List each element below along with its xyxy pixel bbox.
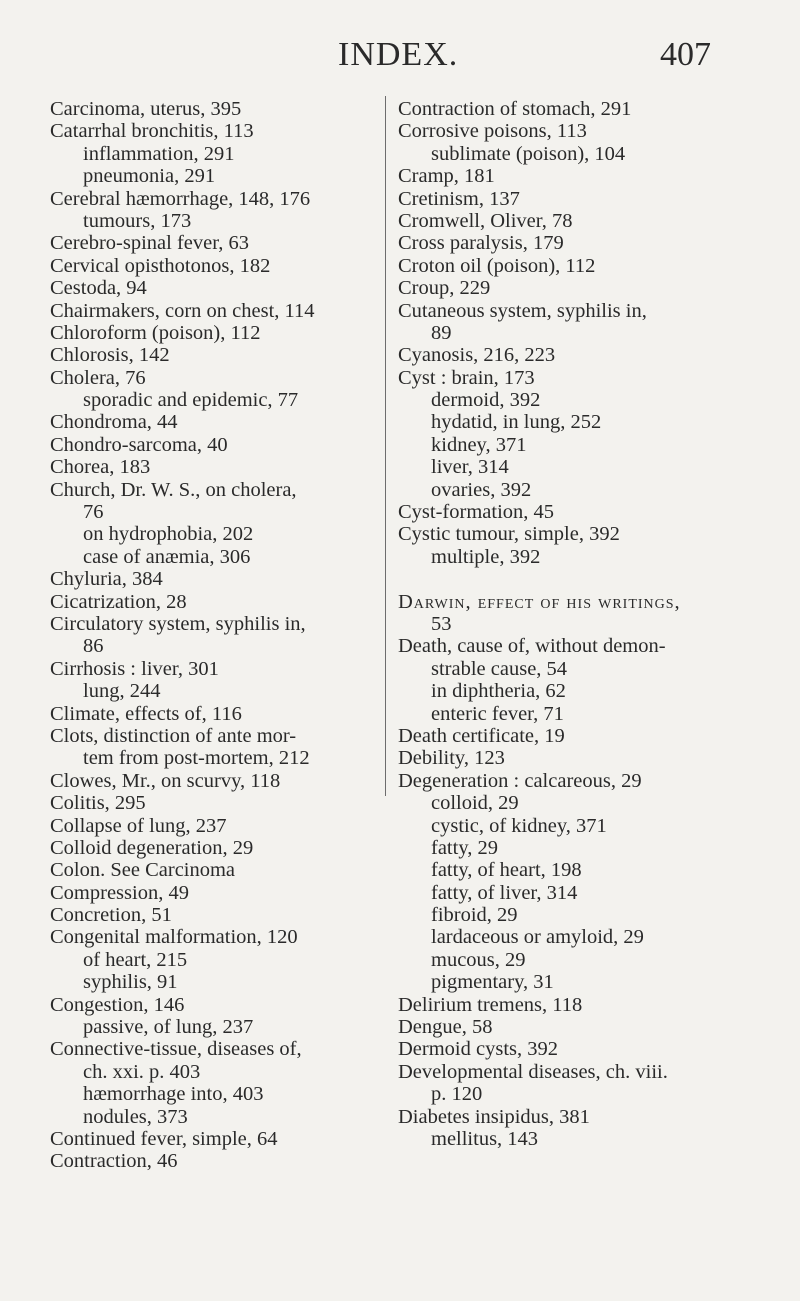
- index-subentry: passive, of lung, 237: [83, 1016, 254, 1039]
- index-subentry: nodules, 373: [83, 1105, 188, 1128]
- index-entry: Continued fever, simple, 64: [50, 1127, 278, 1150]
- index-entry: Cerebral hæmorrhage, 148, 176: [50, 187, 311, 210]
- index-subentry: mucous, 29: [431, 948, 526, 971]
- index-entry: Congestion, 146: [50, 993, 185, 1016]
- index-entry: Cirrhosis : liver, 301: [50, 657, 219, 680]
- index-subentry: tem from post-mortem, 212: [83, 747, 310, 770]
- index-subentry: syphilis, 91: [83, 971, 178, 994]
- index-entry: Contraction, 46: [50, 1150, 178, 1173]
- index-column-right: [398, 98, 778, 1150]
- index-subentry: mellitus, 143: [431, 1127, 539, 1150]
- index-entry: Delirium tremens, 118: [398, 993, 583, 1016]
- index-subentry: ovaries, 392: [431, 478, 532, 501]
- section-gap: [398, 568, 778, 590]
- index-entry: Cutaneous system, syphilis in,: [398, 299, 647, 322]
- index-entry: Colon. See Carcinoma: [50, 859, 236, 882]
- index-entry: Clots, distinction of ante mor-: [50, 724, 297, 747]
- index-entry: Diabetes insipidus, 381: [398, 1105, 590, 1128]
- index-entry: Colitis, 295: [50, 792, 146, 815]
- index-entry: Cholera, 76: [50, 366, 146, 389]
- index-entry: Collapse of lung, 237: [50, 814, 227, 837]
- index-entry: Catarrhal bronchitis, 113: [50, 120, 254, 143]
- index-entry: Death certificate, 19: [398, 724, 565, 747]
- index-subentry: in diphtheria, 62: [431, 680, 566, 703]
- index-subentry: case of anæmia, 306: [83, 545, 251, 568]
- index-subentry: 89: [431, 321, 452, 344]
- index-subentry: p. 120: [431, 1083, 483, 1106]
- index-entry: Carcinoma, uterus, 395: [50, 98, 242, 120]
- index-subentry: enteric fever, 71: [431, 702, 564, 725]
- page-header: [0, 36, 800, 80]
- index-entry: Chloroform (poison), 112: [50, 321, 261, 344]
- index-entry: Cromwell, Oliver, 78: [398, 209, 573, 232]
- index-entry: Cerebro-spinal fever, 63: [50, 232, 249, 255]
- index-entry: Debility, 123: [398, 747, 505, 770]
- index-subentry: fatty, of heart, 198: [431, 859, 582, 882]
- index-subentry: dermoid, 392: [431, 389, 541, 412]
- index-entry: Contraction of stomach, 291: [398, 98, 632, 120]
- index-entry: Church, Dr. W. S., on cholera,: [50, 478, 297, 501]
- index-subentry: kidney, 371: [431, 433, 527, 456]
- index-entry: Degeneration : calcareous, 29: [398, 769, 642, 792]
- index-subentry: sporadic and epidemic, 77: [83, 389, 299, 412]
- page-title: INDEX.: [338, 36, 459, 73]
- index-entry: Cervical opisthotonos, 182: [50, 254, 271, 277]
- index-subentry: multiple, 392: [431, 545, 541, 568]
- index-subentry: lung, 244: [83, 680, 161, 703]
- index-entry: Chondroma, 44: [50, 411, 178, 434]
- index-column-left: [50, 98, 388, 1173]
- index-entry: Circulatory system, syphilis in,: [50, 612, 306, 635]
- index-entry: Death, cause of, without demon-: [398, 635, 666, 658]
- index-entry: Croton oil (poison), 112: [398, 254, 596, 277]
- index-subentry: inflammation, 291: [83, 142, 235, 165]
- index-entry: Climate, effects of, 116: [50, 702, 242, 725]
- index-subentry: tumours, 173: [83, 209, 192, 232]
- index-subentry: ch. xxi. p. 403: [83, 1060, 201, 1083]
- index-entry: Chlorosis, 142: [50, 344, 170, 367]
- index-subentry: 76: [83, 501, 104, 524]
- index-entry: Chondro-sarcoma, 40: [50, 433, 228, 456]
- index-subentry: strable cause, 54: [431, 657, 568, 680]
- index-entry: Cicatrization, 28: [50, 590, 187, 613]
- index-entry: Clowes, Mr., on scurvy, 118: [50, 769, 281, 792]
- index-entry: Connective-tissue, diseases of,: [50, 1038, 302, 1061]
- index-subentry: colloid, 29: [431, 792, 519, 815]
- index-entry: Developmental diseases, ch. viii.: [398, 1060, 668, 1083]
- index-entry: Cyst : brain, 173: [398, 366, 535, 389]
- index-subentry: liver, 314: [431, 456, 509, 479]
- index-entry: Cystic tumour, simple, 392: [398, 523, 620, 546]
- index-subentry: lardaceous or amyloid, 29: [431, 926, 644, 949]
- index-entry: Dermoid cysts, 392: [398, 1038, 558, 1061]
- index-subentry: sublimate (poison), 104: [431, 142, 626, 165]
- index-entry: Cross paralysis, 179: [398, 232, 564, 255]
- index-entry: Cramp, 181: [398, 165, 495, 188]
- page-number: 407: [660, 36, 711, 73]
- index-subentry: of heart, 215: [83, 948, 188, 971]
- index-entry: Colloid degeneration, 29: [50, 836, 254, 859]
- index-entry: Congenital malformation, 120: [50, 926, 298, 949]
- index-subentry: cystic, of kidney, 371: [431, 814, 607, 837]
- index-subentry: fatty, 29: [431, 836, 498, 859]
- index-entry: Cestoda, 94: [50, 277, 147, 300]
- index-subentry: fatty, of liver, 314: [431, 881, 578, 904]
- index-entry: Dengue, 58: [398, 1016, 493, 1039]
- index-subentry: pigmentary, 31: [431, 971, 554, 994]
- index-entry: Cyst-formation, 45: [398, 501, 555, 524]
- index-entry: Cyanosis, 216, 223: [398, 344, 556, 367]
- index-subentry: 86: [83, 635, 104, 658]
- index-entry: Concretion, 51: [50, 904, 172, 927]
- index-entry: Chairmakers, corn on chest, 114: [50, 299, 315, 322]
- index-entry: Chyluria, 384: [50, 568, 163, 591]
- index-entry: Chorea, 183: [50, 456, 151, 479]
- index-entry: Croup, 229: [398, 277, 491, 300]
- index-subentry: hydatid, in lung, 252: [431, 411, 602, 434]
- index-entry: Corrosive poisons, 113: [398, 120, 587, 143]
- index-subentry: hæmorrhage into, 403: [83, 1083, 264, 1106]
- index-subentry: fibroid, 29: [431, 904, 518, 927]
- index-entry: Darwin, effect of his writings,: [398, 590, 681, 613]
- index-subentry: 53: [431, 612, 452, 635]
- index-subentry: pneumonia, 291: [83, 165, 216, 188]
- index-entry: Cretinism, 137: [398, 187, 520, 210]
- index-entry: Compression, 49: [50, 881, 189, 904]
- index-subentry: on hydrophobia, 202: [83, 523, 254, 546]
